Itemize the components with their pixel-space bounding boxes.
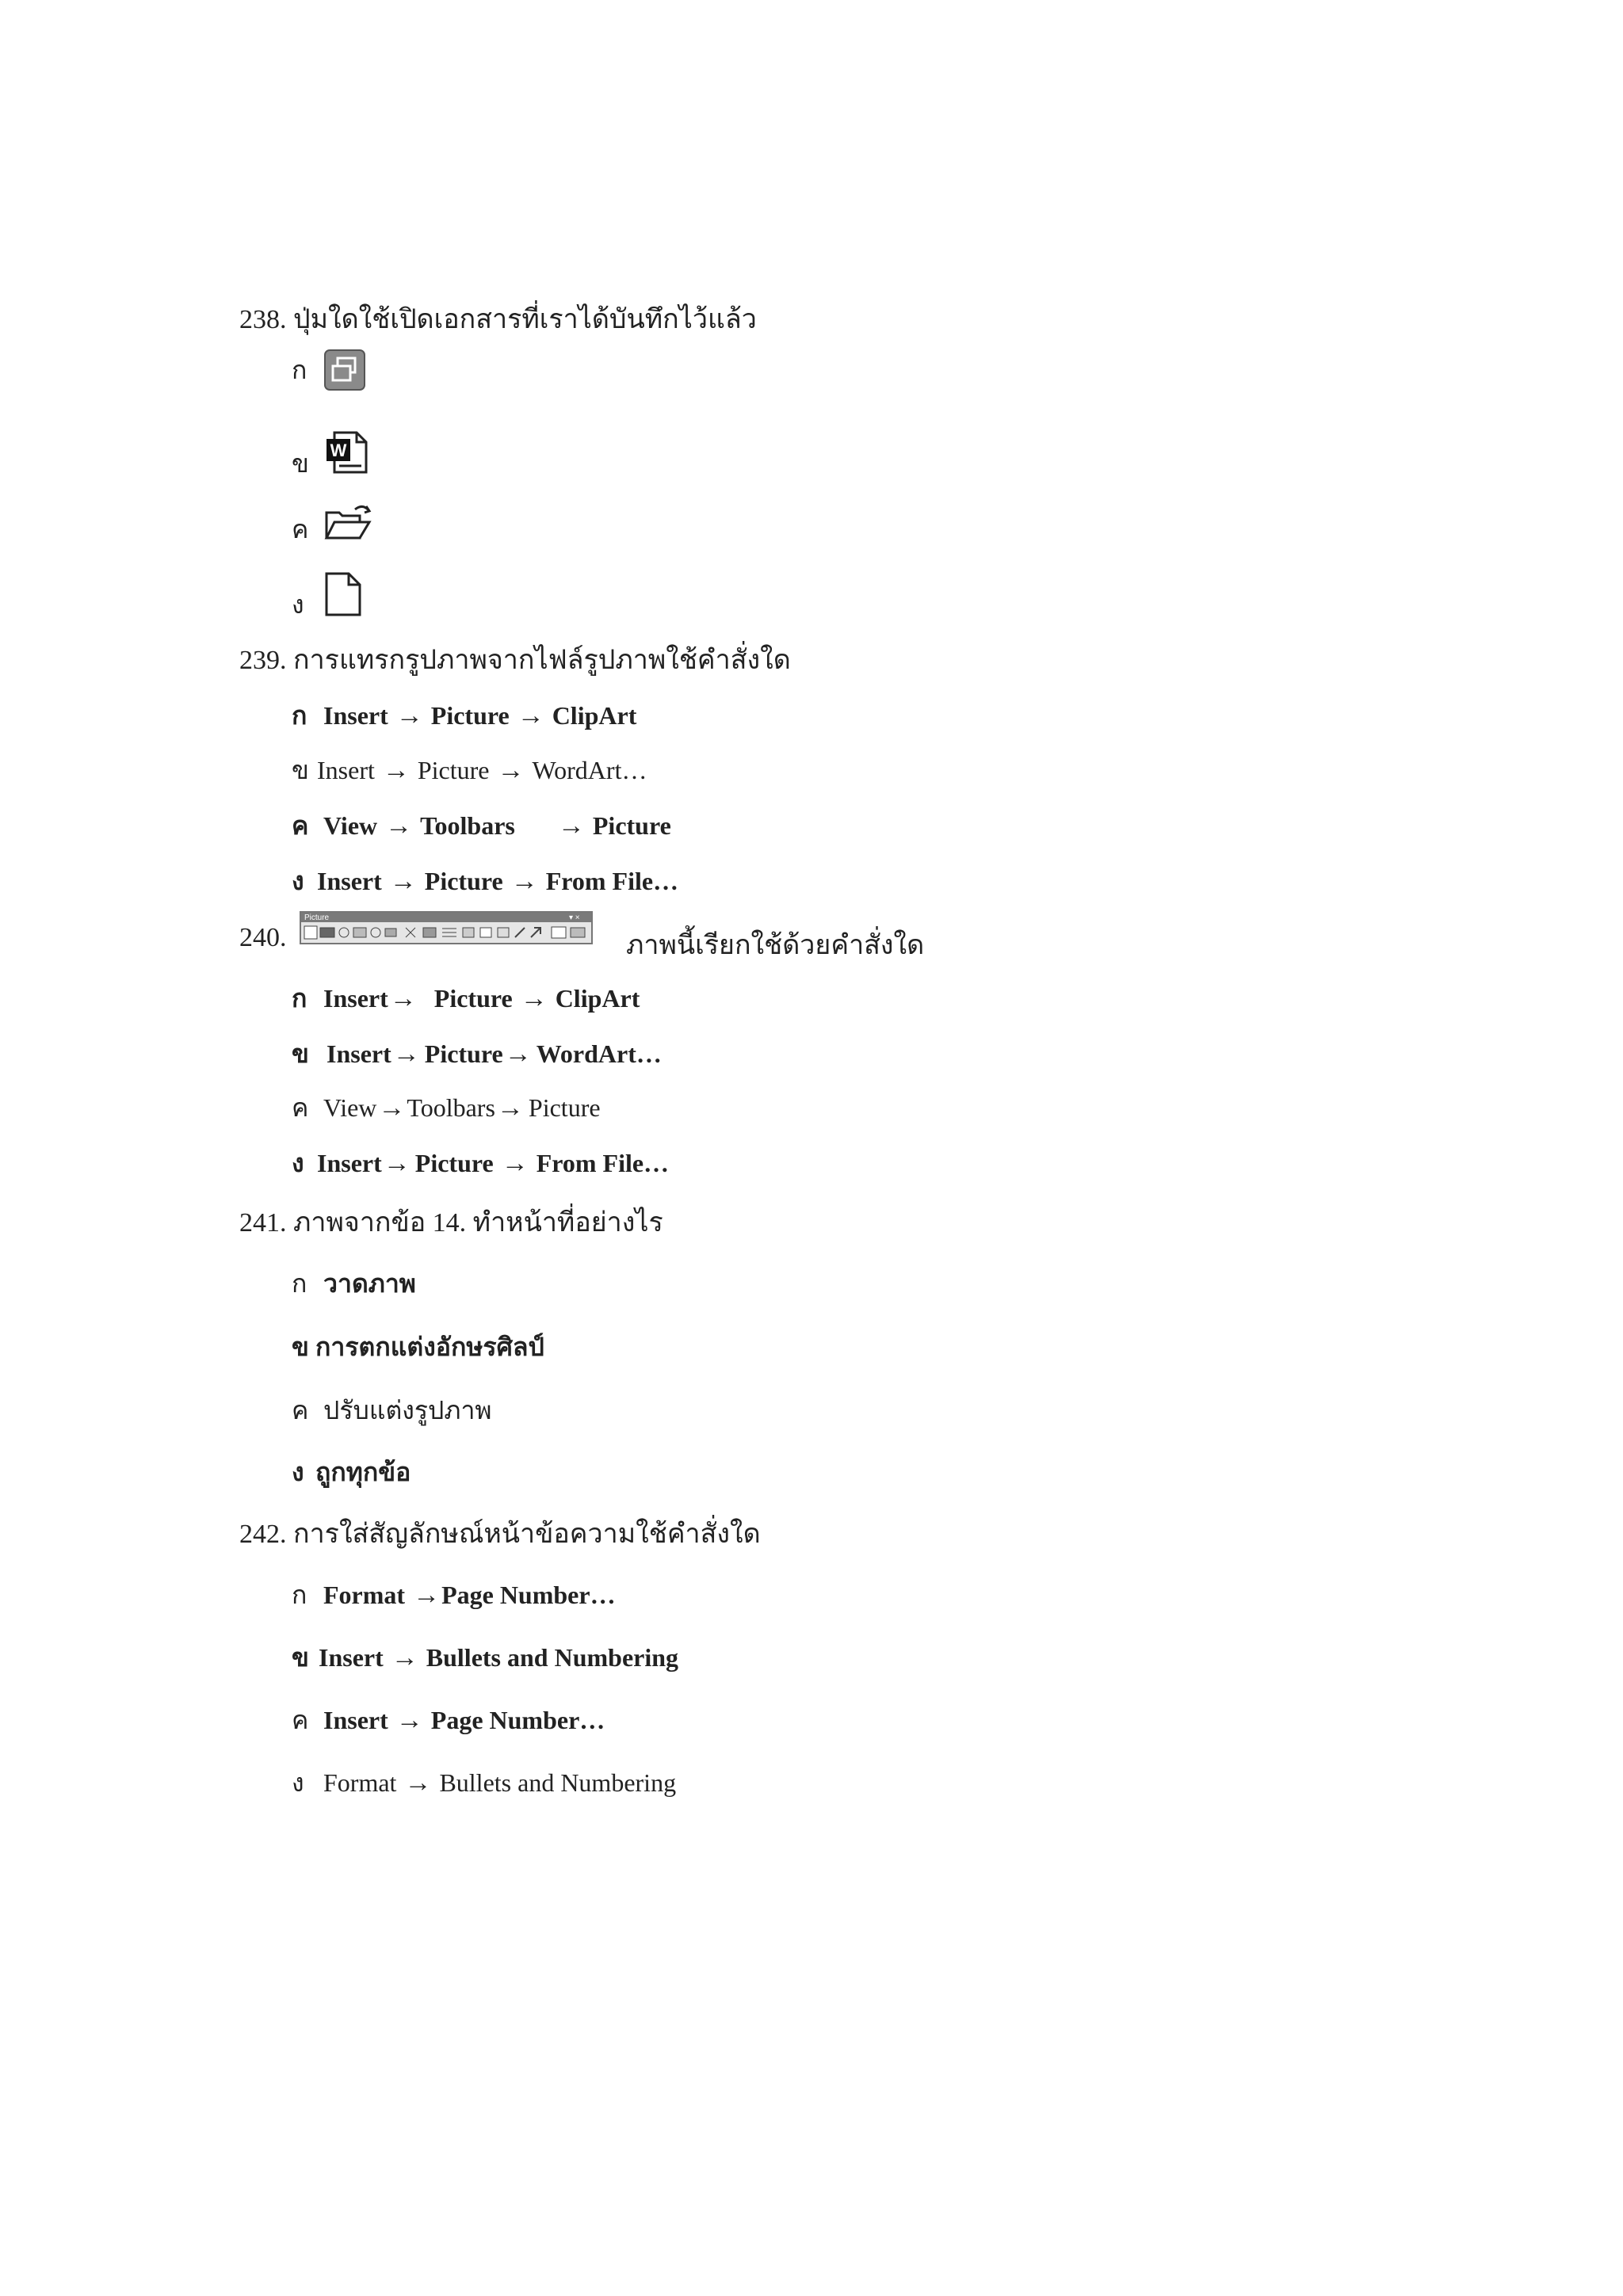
menu-path-2: Bullets and Numbering [439, 1768, 677, 1797]
menu-path-1: Insert [317, 1149, 382, 1177]
option-240-b [292, 1034, 662, 1074]
menu-path-2: Picture [430, 701, 510, 730]
option-text: วาดภาพ [323, 1269, 416, 1298]
option-letter: ค [292, 1093, 309, 1122]
menu-path-1: Insert [317, 867, 382, 895]
option-text: การตกแต่งอักษรศิลป์ [315, 1333, 544, 1361]
open-folder-icon [323, 503, 374, 543]
menu-path-1: View [323, 811, 378, 840]
arrow-icon: → [520, 983, 548, 1013]
menu-path-3: Picture [528, 1093, 601, 1122]
option-238-a [292, 349, 366, 391]
menu-path-3: From File… [545, 867, 679, 895]
menu-path-3: ClipArt [555, 984, 640, 1013]
arrow-icon: → [510, 866, 538, 896]
menu-path-2: Picture [424, 1039, 503, 1068]
option-letter: ง [292, 867, 304, 895]
arrow-icon: → [395, 1705, 423, 1735]
arrow-icon: → [389, 983, 417, 1013]
option-241-a [292, 1264, 416, 1304]
option-letter: ค [292, 515, 309, 543]
arrow-icon: → [496, 1093, 524, 1123]
arrow-icon: → [501, 1148, 529, 1178]
option-letter: ก [292, 1581, 307, 1609]
blank-document-icon [323, 570, 363, 618]
menu-path-3: WordArt… [532, 756, 647, 784]
menu-path-1: Insert [319, 1643, 384, 1672]
option-letter: ข [292, 1039, 309, 1068]
option-242-d [292, 1763, 676, 1803]
question-238: 238. ปุ่มใดใช้เปิดเอกสารที่เราได้บันทึกไว้แล้ว [239, 305, 757, 334]
option-239-d [292, 861, 678, 902]
option-240-a [292, 978, 640, 1019]
svg-text:W: W [330, 440, 347, 460]
menu-path-1: Format [323, 1768, 397, 1797]
arrow-icon: → [392, 1039, 420, 1069]
option-letter: ก [292, 984, 307, 1013]
question-239: 239. การแทรกรูปภาพจากไฟล์รูปภาพใช้คำสั่งใด [239, 646, 791, 675]
menu-path-3: WordArt… [536, 1039, 662, 1068]
option-letter: ค [292, 811, 309, 840]
arrow-icon: → [383, 1148, 411, 1178]
question-240-number: 240. [239, 923, 287, 952]
option-letter: ก [292, 1269, 307, 1298]
menu-path-1: Insert [323, 701, 388, 730]
arrow-icon: → [389, 866, 417, 896]
option-letter: ค [292, 1706, 309, 1734]
arrow-icon: → [395, 700, 423, 730]
arrow-icon: → [557, 810, 585, 841]
option-letter: ข [292, 449, 309, 478]
option-239-b [292, 750, 647, 791]
menu-path-2: Page Number… [430, 1706, 605, 1734]
svg-text:▾ ×: ▾ × [569, 913, 580, 922]
arrow-icon: → [497, 755, 525, 785]
option-240-c [292, 1088, 601, 1128]
menu-path-1: Insert [323, 1706, 388, 1734]
option-text: ปรับแต่งรูปภาพ [323, 1396, 492, 1425]
menu-path-2: Toolbars [407, 1093, 495, 1122]
menu-path-1: View [323, 1093, 377, 1122]
option-letter: ง [292, 1458, 304, 1486]
arrow-icon: → [504, 1039, 532, 1069]
arrow-icon: → [382, 755, 410, 785]
option-letter: ง [292, 590, 304, 619]
arrow-icon: → [378, 1093, 406, 1123]
option-241-b [292, 1327, 544, 1367]
menu-path-2: Picture [414, 1149, 494, 1177]
option-letter: ง [292, 1149, 304, 1177]
menu-path-2: Picture [433, 984, 513, 1013]
option-240-d [292, 1143, 669, 1184]
restore-window-icon [323, 349, 366, 391]
option-238-d [292, 563, 363, 625]
arrow-icon: → [413, 1580, 441, 1610]
option-letter: ค [292, 1396, 309, 1425]
menu-path-3: ClipArt [552, 701, 637, 730]
menu-path-1: Insert [323, 984, 388, 1013]
question-242: 242. การใส่สัญลักษณ์หน้าข้อความใช้คำสั่งใด [239, 1520, 761, 1549]
option-239-a [292, 696, 636, 736]
picture-toolbar-image [300, 911, 593, 944]
menu-path-1: Insert [317, 756, 375, 784]
option-241-c [292, 1390, 492, 1431]
arrow-icon: → [517, 700, 544, 730]
question-241: 241. ภาพจากข้อ 14. ทำหน้าที่อย่างไร [239, 1208, 663, 1238]
option-letter: ก [292, 701, 307, 730]
option-letter: ข [292, 756, 309, 784]
menu-path-1: Insert [327, 1039, 391, 1068]
option-238-b [292, 420, 369, 484]
arrow-icon: → [391, 1642, 418, 1672]
option-letter: ข [292, 1333, 309, 1361]
menu-path-3: From File… [536, 1149, 670, 1177]
menu-path-2: Picture [424, 867, 503, 895]
menu-path-2: Page Number… [441, 1581, 616, 1609]
option-letter: ง [292, 1768, 304, 1797]
option-242-a [292, 1575, 616, 1615]
menu-path-2: Toolbars [420, 811, 515, 840]
arrow-icon: → [385, 810, 413, 841]
word-document-icon [323, 429, 369, 475]
menu-path-2: Picture [417, 756, 490, 784]
question-240: ภาพนี้เรียกใช้ด้วยคำสั่งใด [626, 931, 925, 960]
menu-path-3: Picture [592, 811, 671, 840]
toolbar-title: Picture [304, 913, 330, 922]
option-242-b [292, 1638, 678, 1678]
menu-path-1: Format [323, 1581, 406, 1609]
menu-path-2: Bullets and Numbering [426, 1643, 679, 1672]
option-letter: ข [292, 1643, 309, 1672]
option-241-d [292, 1452, 411, 1493]
option-238-c [292, 495, 374, 550]
option-242-c [292, 1700, 605, 1741]
option-text: ถูกทุกข้อ [315, 1458, 411, 1486]
arrow-icon: → [404, 1768, 432, 1798]
option-letter: ก [292, 355, 307, 384]
option-239-c [292, 806, 671, 846]
